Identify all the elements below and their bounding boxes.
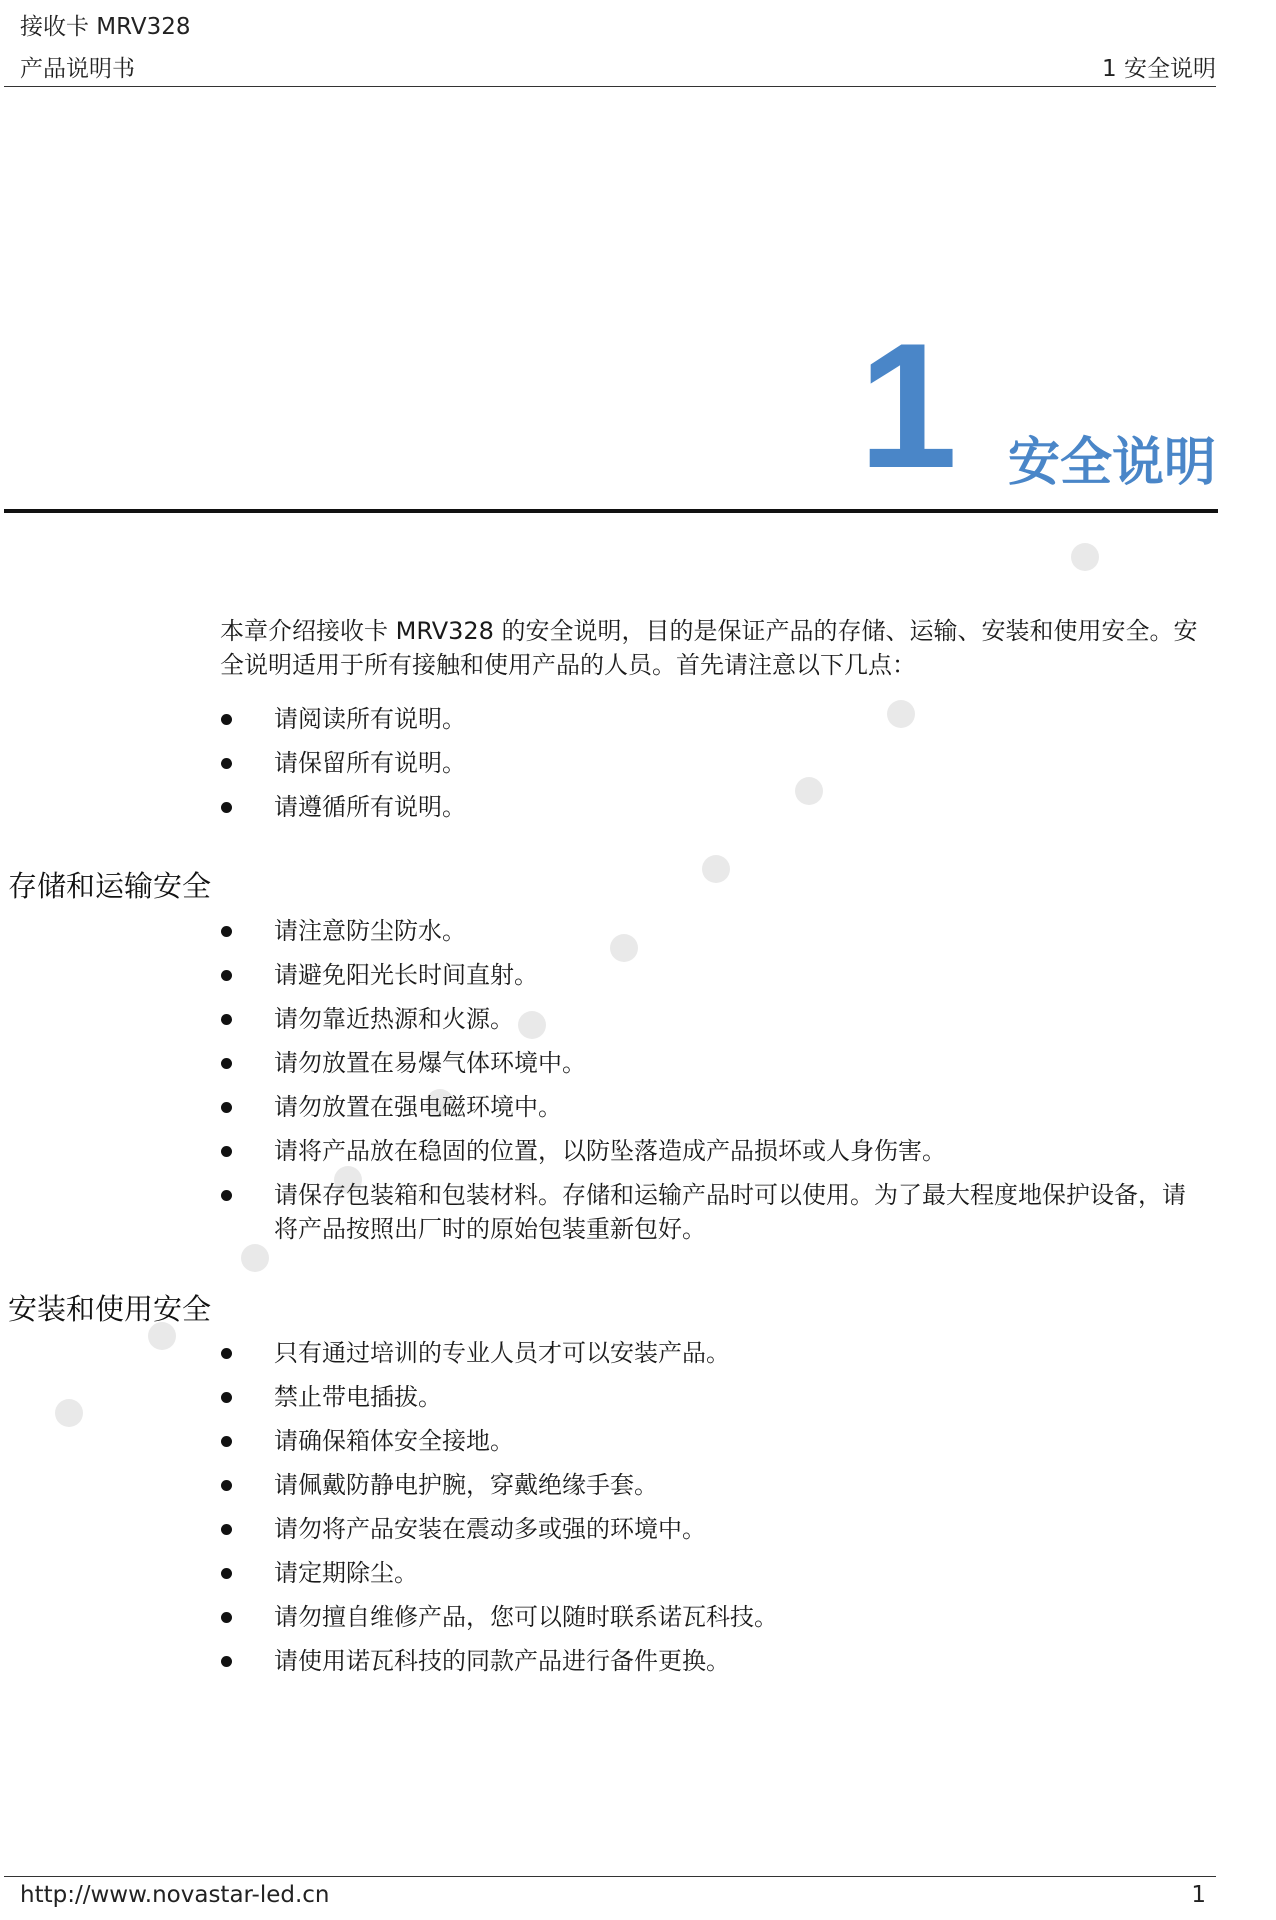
bullet-icon [221,802,232,813]
list-item [0,1336,1216,1370]
page-number: 1 [1191,1882,1206,1908]
chapter-number: 1 [858,306,958,505]
bullet-icon [221,1146,232,1157]
list-item [0,958,1216,992]
list-item [0,1512,1216,1546]
bullet-icon [221,1348,232,1359]
list-item-text: 请勿放置在易爆气体环境中。 [274,1049,586,1077]
list-item-text: 请勿放置在强电磁环境中。 [274,1093,562,1121]
list-item-text: 禁止带电插拔。 [274,1383,442,1411]
installation-use-list [0,1336,1216,1688]
bullet-icon [221,1480,232,1491]
list-item [0,702,1216,736]
bullet-icon [221,970,232,981]
header-product-name: 接收卡 MRV328 [20,14,191,40]
bullet-icon [221,926,232,937]
list-item-text: 请注意防尘防水。 [274,917,466,945]
list-item [0,790,1216,824]
list-item [0,1468,1216,1502]
list-item [0,1046,1216,1080]
list-item [0,1644,1216,1678]
bullet-icon [221,1058,232,1069]
chapter-divider [4,509,1218,513]
list-item [0,1002,1216,1036]
bullet-icon [221,758,232,769]
bullet-icon [221,1014,232,1025]
list-item [0,1600,1216,1634]
intro-paragraph: 本章介绍接收卡 MRV328 的安全说明，目的是保证产品的存储、运输、安装和使用安全。安全说明适用于所有接触和使用产品的人员。首先请注意以下几点： [220,617,1198,679]
list-item-text: 请勿靠近热源和火源。 [274,1005,514,1033]
list-item-text: 请保留所有说明。 [274,749,466,777]
bullet-icon [221,1190,232,1201]
list-item-text: 请遵循所有说明。 [274,793,466,821]
list-item [0,914,1216,948]
list-item [0,1380,1216,1414]
watermark-dot [702,855,730,883]
header-divider [4,86,1216,87]
header-chapter-ref: 1 安全说明 [1102,56,1216,82]
storage-transport-list [0,914,1216,1256]
list-item-text: 请使用诺瓦科技的同款产品进行备件更换。 [274,1647,730,1675]
bullet-icon [221,1102,232,1113]
bullet-icon [221,714,232,725]
list-item-text: 请确保箱体安全接地。 [274,1427,514,1455]
list-item [0,1556,1216,1590]
list-item-text: 请阅读所有说明。 [274,705,466,733]
list-item [0,1424,1216,1458]
bullet-icon [221,1524,232,1535]
section-heading-storage-transport: 存储和运输安全 [8,869,212,903]
bullet-icon [221,1392,232,1403]
list-item [0,1134,1216,1168]
list-item-text: 请勿擅自维修产品，您可以随时联系诺瓦科技。 [274,1603,778,1631]
list-item-text: 请定期除尘。 [274,1559,418,1587]
list-item-text: 请避免阳光长时间直射。 [274,961,538,989]
bullet-icon [221,1568,232,1579]
list-item [0,1090,1216,1124]
list-item-text: 只有通过培训的专业人员才可以安装产品。 [274,1339,730,1367]
list-item [0,1178,1216,1246]
footer-divider [4,1876,1216,1877]
bullet-icon [221,1612,232,1623]
header-doc-type: 产品说明书 [20,56,135,82]
bullet-icon [221,1656,232,1667]
watermark-dot [1071,543,1099,571]
chapter-title: 安全说明 [1007,433,1216,493]
footer-url[interactable]: http://www.novastar-led.cn [20,1882,330,1908]
list-item [0,746,1216,780]
list-item-text: 请佩戴防静电护腕，穿戴绝缘手套。 [274,1471,658,1499]
general-list [0,702,1216,834]
bullet-icon [221,1436,232,1447]
list-item-text: 请保存包装箱和包装材料。存储和运输产品时可以使用。为了最大程度地保护设备，请将产品按照出厂时的原始包装重新包好。 [274,1181,1186,1243]
list-item-text: 请将产品放在稳固的位置，以防坠落造成产品损坏或人身伤害。 [274,1137,946,1165]
section-heading-installation-use: 安装和使用安全 [8,1292,212,1326]
list-item-text: 请勿将产品安装在震动多或强的环境中。 [274,1515,706,1543]
